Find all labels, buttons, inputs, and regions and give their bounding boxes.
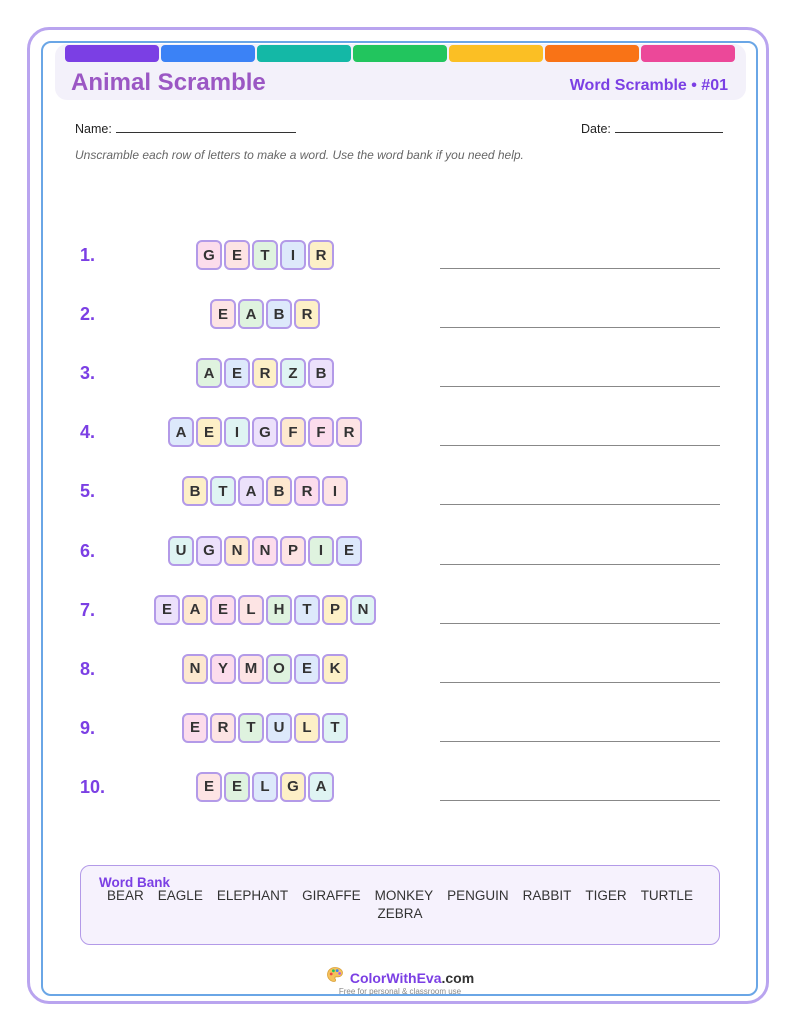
answer-line[interactable] [440,564,720,565]
letter-tiles [168,417,362,447]
letter-tile: N [182,654,208,684]
letter-tile: Y [210,654,236,684]
puzzle-row [0,476,800,510]
puzzle-row [0,654,800,688]
letter-tile: L [252,772,278,802]
puzzle-number: 10. [80,776,106,797]
letter-tile: R [294,299,320,329]
color-bar-segment [545,45,639,62]
letter-tile: T [294,595,320,625]
letter-tiles [196,772,334,802]
letter-tiles [182,476,348,506]
word-bank-words [101,888,699,922]
letter-tile: E [294,654,320,684]
puzzle-row [0,772,800,806]
letter-tile: E [224,358,250,388]
footer [0,966,800,996]
letter-tile: G [196,240,222,270]
letter-tile: B [266,476,292,506]
color-bar-segment [65,45,159,62]
letter-tile: A [182,595,208,625]
word-bank-word: GIRAFFE [302,888,361,903]
letter-tile: B [308,358,334,388]
color-bar-segment [161,45,255,62]
letter-tile: E [182,713,208,743]
brand-domain: .com [441,969,475,986]
letter-tile: T [322,713,348,743]
letter-tile: E [210,299,236,329]
puzzle-row [0,536,800,570]
answer-line[interactable] [440,445,720,446]
letter-tiles [196,240,334,270]
puzzle-number: 4. [80,422,96,443]
letter-tile: G [196,536,222,566]
puzzle-row [0,595,800,629]
date-field[interactable] [581,120,723,136]
letter-tile: A [168,417,194,447]
letter-tile: N [252,536,278,566]
inner-border [41,41,758,996]
letter-tile: E [210,595,236,625]
letter-tile: A [238,476,264,506]
letter-tile: R [252,358,278,388]
word-bank-word: ZEBRA [377,906,423,921]
letter-tile: N [350,595,376,625]
date-label: Date: [581,122,611,136]
word-bank-word: TURTLE [640,888,693,903]
letter-tile: I [308,536,334,566]
answer-line[interactable] [440,623,720,624]
puzzle-row [0,713,800,747]
puzzle-number: 9. [80,717,96,738]
letter-tiles [154,595,376,625]
footer-tagline: Free for personal & classroom use [338,987,462,996]
letter-tile: T [252,240,278,270]
letter-tile: U [168,536,194,566]
answer-line[interactable] [440,327,720,328]
letter-tile: K [322,654,348,684]
letter-tile: O [266,654,292,684]
letter-tile: P [322,595,348,625]
answer-line[interactable] [440,682,720,683]
word-bank [80,865,720,945]
letter-tile: R [336,417,362,447]
color-bar-segment [353,45,447,62]
letter-tile: E [196,417,222,447]
instructions: Unscramble each row of letters to make a word. Use the word bank if you need help. [75,148,524,162]
letter-tile: E [336,536,362,566]
letter-tile: P [280,536,306,566]
date-line[interactable] [615,120,723,133]
word-bank-title: Word Bank [99,875,171,890]
letter-tile: T [210,476,236,506]
letter-tile: R [210,713,236,743]
letter-tile: R [294,476,320,506]
letter-tile: L [238,595,264,625]
name-label: Name: [75,122,112,136]
letter-tile: B [266,299,292,329]
letter-tile: R [308,240,334,270]
color-bar-segment [257,45,351,62]
name-field[interactable] [75,120,296,136]
letter-tile: M [238,654,264,684]
puzzle-number: 6. [80,540,96,561]
letter-tiles [210,299,320,329]
letter-tile: G [252,417,278,447]
letter-tile: A [308,772,334,802]
letter-tile: F [280,417,306,447]
letter-tile: I [280,240,306,270]
color-bar-segment [641,45,735,62]
letter-tiles [182,713,348,743]
puzzle-number: 5. [80,481,96,502]
word-bank-word: RABBIT [522,888,572,903]
puzzle-row [0,417,800,451]
letter-tile: A [238,299,264,329]
letter-tile: L [294,713,320,743]
rainbow-color-bar [65,45,735,62]
palette-icon [326,966,344,989]
name-line[interactable] [116,120,296,133]
word-bank-word: BEAR [107,888,144,903]
letter-tile: Z [280,358,306,388]
word-bank-word: MONKEY [374,888,434,903]
puzzle-row [0,299,800,333]
puzzle-row [0,358,800,392]
letter-tiles [182,654,348,684]
worksheet-subtitle: Word Scramble • #01 [569,77,728,94]
letter-tile: E [154,595,180,625]
brand-name[interactable] [350,970,474,986]
word-bank-word: EAGLE [157,888,203,903]
answer-line[interactable] [440,741,720,742]
letter-tile: F [308,417,334,447]
answer-line[interactable] [440,504,720,505]
word-bank-word: PENGUIN [447,888,509,903]
letter-tile: I [224,417,250,447]
word-bank-word: TIGER [585,888,627,903]
puzzle-number: 1. [80,245,96,265]
letter-tile: E [196,772,222,802]
letter-tile: H [266,595,292,625]
answer-line[interactable] [440,386,720,387]
letter-tiles [196,358,334,388]
answer-line[interactable] [440,800,720,801]
letter-tile: G [280,772,306,802]
brand-main: ColorWithEva [349,969,442,986]
puzzle-number: 2. [80,304,96,325]
letter-tile: B [182,476,208,506]
puzzle-number: 3. [80,363,96,384]
puzzle-row [0,240,800,274]
letter-tile: I [322,476,348,506]
letter-tile: T [238,713,264,743]
answer-line[interactable] [440,268,720,269]
letter-tile: U [266,713,292,743]
letter-tile: E [224,772,250,802]
page-title: Animal Scramble [71,69,266,96]
puzzle-number: 8. [80,658,96,679]
footer-logo [326,966,474,989]
letter-tile: N [224,536,250,566]
letter-tiles [168,536,362,566]
word-bank-word: ELEPHANT [216,888,289,903]
puzzle-number: 7. [80,599,96,620]
letter-tile: A [196,358,222,388]
color-bar-segment [449,45,543,62]
letter-tile: E [224,240,250,270]
